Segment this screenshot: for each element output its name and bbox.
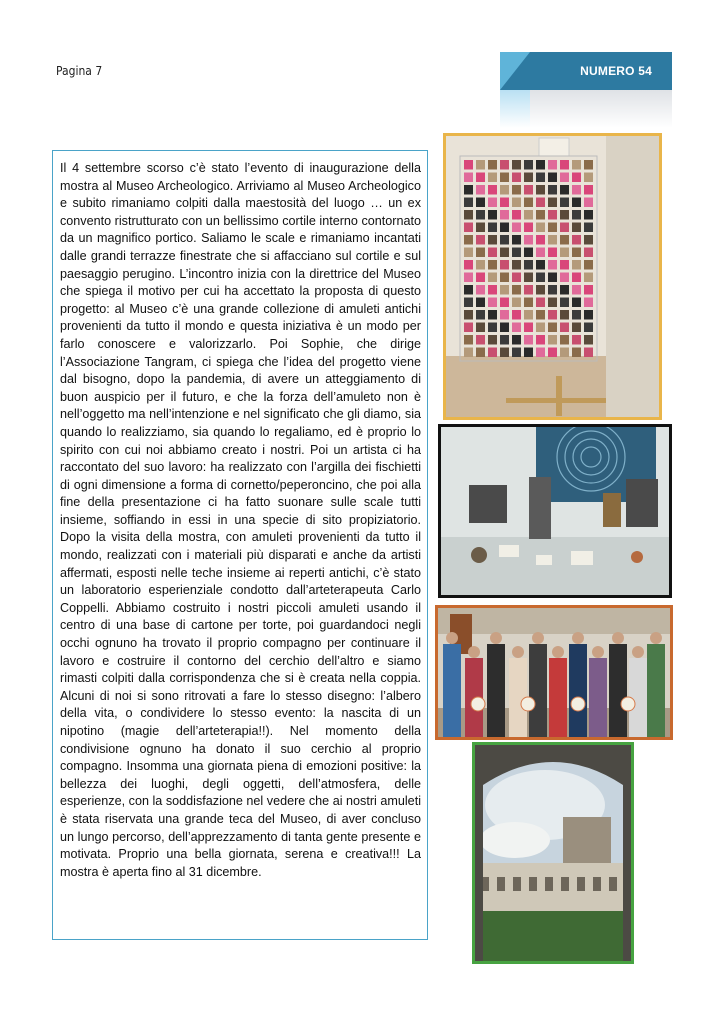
photo-display-case (438, 424, 672, 598)
header-shadow-accent (500, 90, 530, 128)
issue-number: NUMERO 54 (580, 64, 652, 78)
cloister-image (475, 745, 631, 961)
group-photo-image (438, 608, 670, 737)
header-shadow (500, 90, 672, 128)
page-number: Pagina 7 (56, 64, 103, 78)
amulet-board-image (446, 136, 659, 417)
header-corner-accent (500, 52, 530, 90)
display-case-image (441, 427, 669, 595)
article-box (52, 150, 428, 940)
photo-group (435, 605, 673, 740)
article-text: Il 4 settembre scorso c’è stato l’evento di inaugurazione della mostra al Museo Archeologico. Arriviamo al Museo Archeologico e subito rimaniamo colpiti dalla maestosità del luogo … un ex convento ristrutturato con un bellissimo cortile interno contornato da un magnifico portico. Saliamo le scale e rimaniamo incantati dalle grandi terrazze finestrate che si affacciano sul cortile e sul paesaggio perugino. L’incontro inizia con la direttrice del Museo che spiega il motivo per cui ha accettato la proposta di questo progetto: al Museo c’è una grande collezione di amuleti antichi provenienti da tutto il mondo e questa iniziativa è un modo per farlo conoscere e valorizzarlo. Poi Sophie, che dirige l’Associazione Tangram, ci spiega che l’idea del progetto viene dal bisogno, dopo la pandemia, di avere un atteggiamento di buon auspicio per il futuro, e che la forza dell’amuleto non è nell’oggetto ma nell’intenzione e nel significato che gli diamo, sia quando lo realizziamo, sia quando lo regaliamo, ed è proprio lo spirito con cui noi abbiamo creato i nostri. Poi un artista ci ha raccontato del suo lavoro: ha realizzato con l’argilla dei fischietti di ogni dimensione a forma di cornetto/peperoncino, che poi alla fine della presentazione ci ha fatto suonare sulle scale tutti insieme, soffiando in essi in una specie di sito propiziatorio. Dopo la visita della mostra, con amuleti provenienti da tutto il mondo, realizzati con i materiali più disparati e anche da artisti affermati, esposti nelle teche insieme ai reperti antichi, c’è stato un laboratorio esperienziale condotto dall’arteterapeuta Carlo Coppelli. Abbiamo costruito i nostri piccoli amuleti usando il centro di una base di cartone per torte, poi guardandoci negli occhi ognuno ha trovato il proprio compagno per continuare il lavoro e costruire il contorno del cerchio dell’altro e siamo rimasti colpiti dalla corrispondenza che si è creata nella coppia. Alcuni di noi si sono ritrovati a fare lo stesso disegno: l’albero della vita, o condividere lo stesso evento: la nascita di un nipotino (magie dell’arteterapia!!). Nel momento della condivisione ognuno ha donato il suo cerchio al proprio compagno. Insomma una giornata piena di emozioni positive: la bellezza dei luoghi, degli oggetti, dell’atmosfera, delle esperienze, con la soddisfazione nel vedere che ai nostri amuleti è stata riservata una grande teca del Museo, di aver concluso un lungo percorso, dell’apprezzamento di tanta gente presente e motivata. Proprio una bella giornata, serena e creativa!!! La mostra è aperta fino al 31 dicembre. (60, 161, 421, 879)
photo-cloister (472, 742, 634, 964)
issue-header-band (500, 52, 672, 90)
photo-amulet-board (443, 133, 662, 420)
